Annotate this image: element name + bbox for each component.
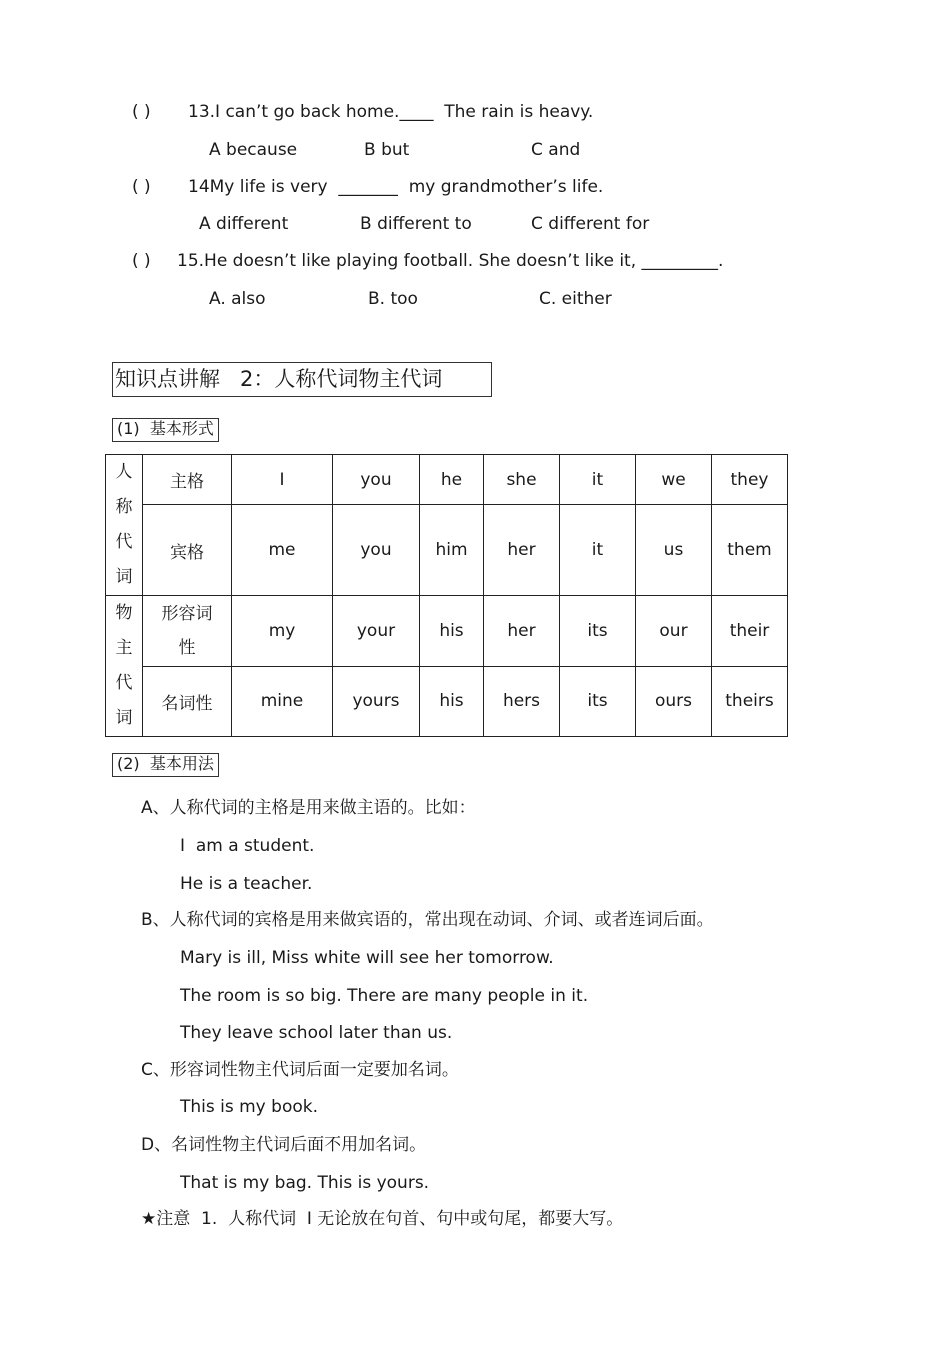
table-cell: her (484, 596, 560, 667)
table-cell: me (232, 505, 333, 596)
table-cell: her (484, 505, 560, 596)
option-b: B different to (360, 214, 472, 234)
option-a: A different (199, 214, 289, 234)
row-label: 形容词 性 (143, 596, 232, 667)
table-cell: it (560, 505, 636, 596)
question-stem: 13.I can’t go back home.____ The rain is heavy. (188, 102, 594, 122)
usage-d-heading: D、名词性物主代词后面不用加名词。 (141, 1135, 427, 1155)
usage-c-example: This is my book. (180, 1097, 318, 1117)
usage-a-example: He is a teacher. (180, 874, 313, 894)
usage-c-heading: C、形容词性物主代词后面一定要加名词。 (141, 1060, 459, 1080)
table-cell: their (712, 596, 788, 667)
table-cell: my (232, 596, 333, 667)
table-row (106, 666, 788, 737)
question-stem: 15.He doesn’t like playing football. She doesn’t like it, _________. (177, 251, 724, 271)
table-cell: its (560, 596, 636, 667)
table-cell: us (636, 505, 712, 596)
note-line: ★注意 1. 人称代词 I 无论放在句首、句中或句尾，都要大写。 (141, 1209, 624, 1229)
table-cell: it (560, 455, 636, 505)
row-label: 名词性 (143, 666, 232, 737)
table-cell: you (333, 505, 420, 596)
table-cell: his (420, 596, 484, 667)
option-a: A because (209, 140, 298, 160)
usage-b-heading: B、人称代词的宾格是用来做宾语的，常出现在动词、介词、或者连词后面。 (141, 910, 714, 930)
table-cell: him (420, 505, 484, 596)
table-cell: hers (484, 666, 560, 737)
table-cell: yours (333, 666, 420, 737)
table-cell: them (712, 505, 788, 596)
option-c: C. either (539, 289, 612, 309)
table-cell: its (560, 666, 636, 737)
answer-paren[interactable]: ( ) (132, 102, 151, 122)
table-row (106, 596, 788, 667)
table-cell: our (636, 596, 712, 667)
option-b: B. too (368, 289, 418, 309)
usage-a-heading: A、人称代词的主格是用来做主语的。比如： (141, 798, 476, 818)
question-stem: 14My life is very _______ my grandmother’s life. (188, 177, 604, 197)
table-cell: you (333, 455, 420, 505)
option-c: C and (531, 140, 581, 160)
group-personal-pronouns: 人 称 代 词 (106, 455, 143, 596)
usage-b-example: The room is so big. There are many people in it. (180, 986, 589, 1006)
pronoun-table (105, 454, 788, 737)
group-possessive-pronouns: 物 主 代 词 (106, 596, 143, 737)
table-cell: ours (636, 666, 712, 737)
answer-paren[interactable]: ( ) (132, 251, 151, 271)
usage-d-example: That is my bag. This is yours. (180, 1173, 430, 1193)
table-cell: your (333, 596, 420, 667)
answer-paren[interactable]: ( ) (132, 177, 151, 197)
table-cell: we (636, 455, 712, 505)
section-title: 知识点讲解 2：人称代词物主代词 (112, 362, 492, 397)
option-c: C different for (531, 214, 650, 234)
row-label: 宾格 (143, 505, 232, 596)
usage-a-example: I am a student. (180, 836, 315, 856)
table-cell: they (712, 455, 788, 505)
table-cell: he (420, 455, 484, 505)
row-label: 主格 (143, 455, 232, 505)
table-row (106, 455, 788, 505)
table-cell: I (232, 455, 333, 505)
table-cell: his (420, 666, 484, 737)
usage-b-example: They leave school later than us. (180, 1023, 453, 1043)
subsection-basic-usage: (2) 基本用法 (112, 753, 219, 777)
table-row (106, 505, 788, 596)
usage-b-example: Mary is ill, Miss white will see her tomorrow. (180, 948, 554, 968)
table-cell: she (484, 455, 560, 505)
table-cell: theirs (712, 666, 788, 737)
table-cell: mine (232, 666, 333, 737)
option-b: B but (364, 140, 410, 160)
option-a: A. also (209, 289, 266, 309)
subsection-basic-forms: (1) 基本形式 (112, 418, 219, 442)
